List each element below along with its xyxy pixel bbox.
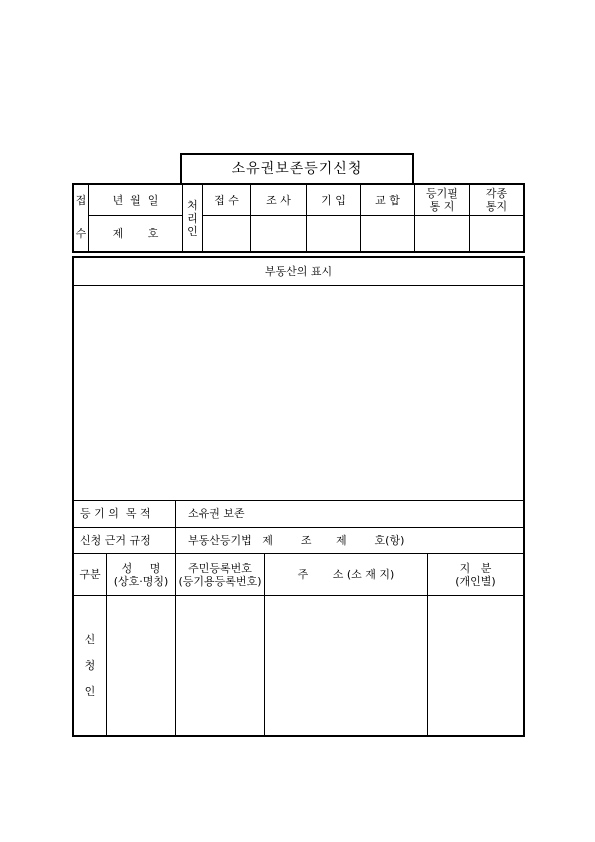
receipt-table — [72, 183, 525, 253]
receipt-date-label: 년 월 일 — [112, 193, 159, 207]
main-form — [72, 256, 525, 737]
property-heading: 부동산의 표시 — [264, 265, 333, 278]
basis-label: 신청 근거 규정 — [80, 534, 151, 547]
applicant-header: 주민등록번호 (등기용등록번호) — [178, 561, 262, 588]
applicant-address-cell[interactable] — [428, 596, 523, 735]
applicant-header: 주 소 (소 재 지) — [297, 568, 395, 581]
receipt-label-top: 접 — [75, 193, 87, 207]
property-description-area[interactable] — [74, 286, 523, 500]
receipt-col-header: 조 사 — [266, 193, 291, 207]
receipt-col-header: 등기필 통 지 — [426, 187, 458, 213]
applicant-id-cell[interactable] — [265, 596, 427, 735]
receipt-col-header: 각종 통지 — [485, 187, 508, 213]
applicant-header: 지 분 (개인별) — [455, 561, 496, 588]
receipt-col-header: 기 입 — [321, 193, 346, 207]
receipt-label-bottom: 수 — [75, 227, 87, 240]
applicant-row-label: 신 청 인 — [84, 633, 96, 698]
page-title: 소유권보존등기신청 — [231, 160, 363, 177]
basis-value: 부동산등기법 제 조 제 호(항) — [188, 534, 405, 547]
receipt-number-label: 제 호 — [112, 227, 159, 240]
applicant-name-cell[interactable] — [176, 596, 264, 735]
receipt-col-header: 접 수 — [214, 193, 239, 207]
applicant-share-cell[interactable] — [107, 596, 175, 735]
title-box — [180, 153, 414, 183]
purpose-value: 소유권 보존 — [188, 507, 245, 520]
applicant-header: 성 명 (상호·명칭) — [113, 561, 169, 588]
processor-label: 처 리 인 — [187, 198, 198, 238]
receipt-col-header: 교 합 — [375, 193, 400, 207]
purpose-label: 등 기 의 목 적 — [80, 507, 151, 520]
applicant-header: 구분 — [79, 568, 101, 581]
